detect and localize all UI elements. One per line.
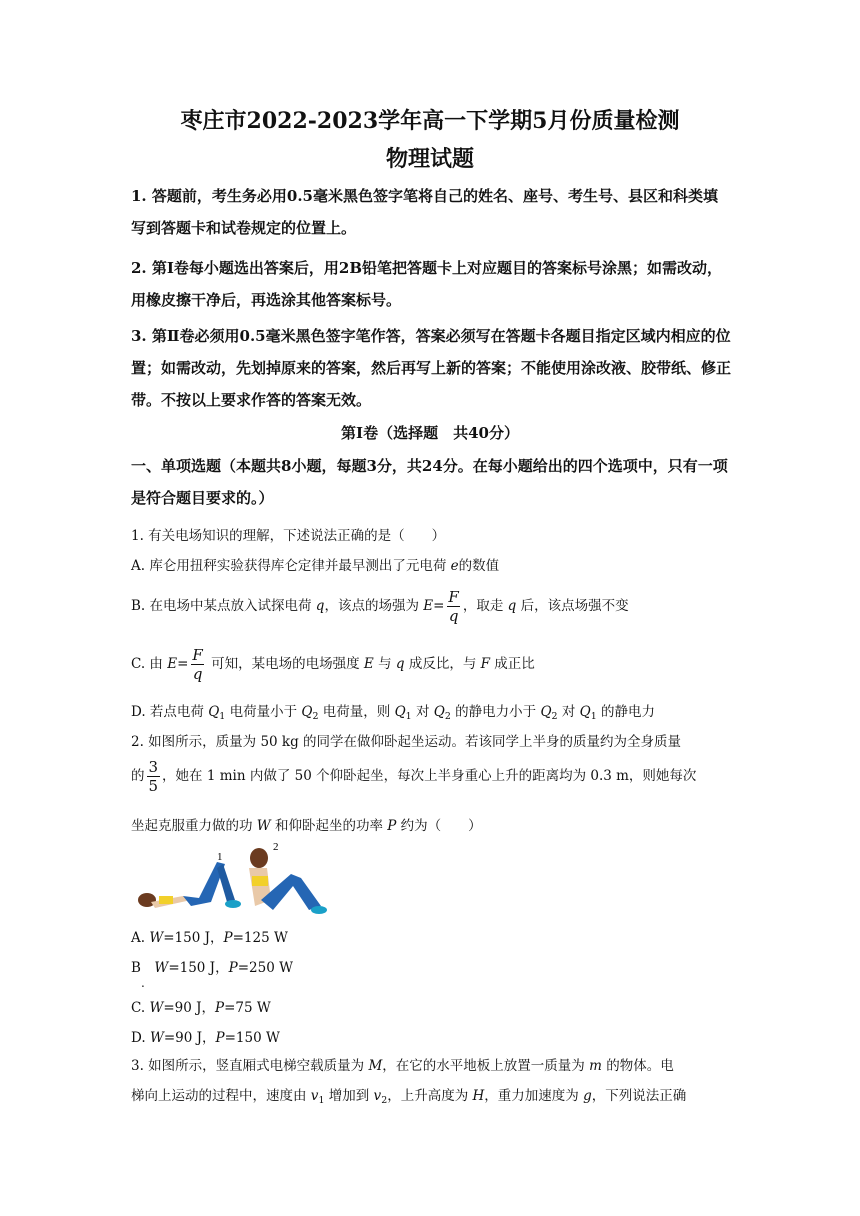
q2-line-2 xyxy=(131,758,696,795)
stray-dot: . xyxy=(141,976,145,990)
text: ，在它的水平地板上放置一质量为 xyxy=(382,1058,590,1074)
var: Q xyxy=(579,704,591,720)
text: ，上升高度为 xyxy=(387,1088,473,1104)
formula-lhs: E= xyxy=(167,656,189,672)
q2-option-d xyxy=(131,1026,280,1046)
q2-line-1: 2. 如图所示，质量为 50 kg 的同学在做仰卧起坐运动。若该同学上半身的质量约为全身质量 xyxy=(131,734,682,750)
text: =150 J， xyxy=(163,930,224,946)
q1-option-c xyxy=(131,646,535,683)
text: A. 库仑用扭秤实验获得库仑定律并最早测出了元电荷 xyxy=(131,558,451,574)
subscript: 1 xyxy=(219,710,226,722)
text: =250 W xyxy=(237,960,293,976)
text: B. 在电场中某点放入试探电荷 xyxy=(131,598,316,614)
text: 成正比 xyxy=(490,656,535,672)
q1-option-b xyxy=(131,588,629,625)
fraction-denominator: q xyxy=(448,607,459,625)
shin-1 xyxy=(217,864,235,902)
subscript: 1 xyxy=(405,710,412,722)
var: e xyxy=(450,558,459,574)
var: q xyxy=(315,598,325,614)
subscript: 2 xyxy=(444,710,451,722)
var: Q xyxy=(394,704,406,720)
var: Q xyxy=(301,704,313,720)
var: Q xyxy=(433,704,445,720)
figure-label-2: 2 xyxy=(273,841,279,853)
shoe-2 xyxy=(311,906,327,914)
var: W xyxy=(256,818,271,834)
q2-option-c xyxy=(131,996,271,1016)
var: E xyxy=(363,656,374,672)
q3-line-2 xyxy=(131,1084,686,1106)
var: q xyxy=(395,656,405,672)
fraction-denominator: 5 xyxy=(148,777,159,795)
text: 的静电力小于 xyxy=(450,704,541,720)
fraction xyxy=(446,588,460,625)
instruction-2: 2. 第Ⅰ卷每小题选出答案后，用2B铅笔把答题卡上对应题目的答案标号涂黑；如需改动，用橡皮擦干净后，再选涂其他答案标号。 xyxy=(131,259,723,309)
text: 梯向上运动的过程中，速度由 xyxy=(131,1088,311,1104)
text: 可知，某电场的电场强度 xyxy=(206,656,364,672)
var: W xyxy=(149,1000,164,1016)
text: =150 W xyxy=(224,1030,280,1046)
formula-lhs: E= xyxy=(423,598,445,614)
text: 的静电力 xyxy=(596,704,656,720)
var: P xyxy=(228,960,238,976)
q2-option-a xyxy=(131,926,288,946)
fraction xyxy=(147,758,161,795)
text: =75 W xyxy=(224,1000,271,1016)
var: v xyxy=(373,1088,382,1104)
text: D. xyxy=(131,1030,150,1046)
part-heading: 一、单项选题（本题共8小题，每题3分，共24分。在每小题给出的四个选项中，只有一项是符合题目要求的。） xyxy=(131,457,728,507)
text: ，她在 1 min 内做了 50 个仰卧起坐，每次上半身重心上升的距离均为 0.3 m，则她每次 xyxy=(162,768,697,784)
instruction-1: 1. 答题前，考生务必用0.5毫米黑色签字笔将自己的姓名、座号、考生号、县区和科类填写到答题卡和试卷规定的位置上。 xyxy=(131,187,718,237)
text: =150 J， xyxy=(168,960,229,976)
var: P xyxy=(387,818,397,834)
subscript: 2 xyxy=(551,710,558,722)
fraction-numerator: F xyxy=(192,646,203,664)
fraction-numerator: F xyxy=(448,588,459,606)
text: 坐起克服重力做的功 xyxy=(131,818,257,834)
fraction-numerator: 3 xyxy=(148,758,159,776)
situp-figure xyxy=(131,838,341,918)
text: 与 xyxy=(373,656,396,672)
text: ，取走 xyxy=(462,598,508,614)
shoe-1 xyxy=(225,900,241,908)
text: 的 xyxy=(131,768,145,784)
q1-option-d xyxy=(131,700,655,722)
var: P xyxy=(215,1030,225,1046)
fraction xyxy=(190,646,204,683)
q2-option-b xyxy=(131,956,293,976)
var: m xyxy=(589,1058,602,1074)
instruction-3: 3. 第Ⅱ卷必须用0.5毫米黑色签字笔作答，答案必须写在答题卡各题目指定区域内相应的位置；如需改动，先划掉原来的答案，然后再写上新的答案；不能使用涂改液、胶带纸、修正带。不按以上要求作答的答案无效。 xyxy=(131,327,732,409)
text: 对 xyxy=(411,704,434,720)
top-2 xyxy=(252,876,268,886)
var: g xyxy=(583,1088,592,1104)
text: 约为（ ） xyxy=(396,818,482,834)
var: P xyxy=(223,930,233,946)
text: 的数值 xyxy=(458,558,500,574)
text: 3. 如图所示，竖直厢式电梯空载质量为 xyxy=(131,1058,369,1074)
var: W xyxy=(149,1030,164,1046)
text: 电荷量小于 xyxy=(225,704,302,720)
var: W xyxy=(149,930,164,946)
subscript: 1 xyxy=(318,1094,325,1106)
subscript: 2 xyxy=(312,710,319,722)
q3-line-1 xyxy=(131,1054,674,1074)
text: =90 J， xyxy=(163,1030,216,1046)
fraction-denominator: q xyxy=(192,665,203,683)
subscript: 1 xyxy=(590,710,597,722)
subscript: 2 xyxy=(381,1094,388,1106)
var: H xyxy=(472,1088,485,1104)
section-title: 第Ⅰ卷（选择题 共40分） xyxy=(341,424,519,442)
text: 的物体。电 xyxy=(601,1058,674,1074)
text: 对 xyxy=(557,704,580,720)
var: Q xyxy=(540,704,552,720)
exam-title: 枣庄市2022-2023学年高一下学期5月份质量检测 xyxy=(180,108,680,134)
text: 增加到 xyxy=(324,1088,374,1104)
text: 后，该点场强不变 xyxy=(516,598,629,614)
text: ，重力加速度为 xyxy=(484,1088,584,1104)
figure-label-1: 1 xyxy=(217,851,223,863)
text: ，该点的场强为 xyxy=(324,598,424,614)
var: W xyxy=(154,960,169,976)
text: D. 若点电荷 xyxy=(131,704,209,720)
var: q xyxy=(507,598,517,614)
text: 和仰卧起坐的功率 xyxy=(270,818,388,834)
var: v xyxy=(310,1088,319,1104)
q1-option-a xyxy=(131,554,499,574)
head-2 xyxy=(250,848,268,868)
var: Q xyxy=(208,704,220,720)
exam-subtitle: 物理试题 xyxy=(385,146,474,172)
text: B xyxy=(131,960,155,976)
q1-stem: 1. 有关电场知识的理解，下述说法正确的是（ ） xyxy=(131,528,446,544)
text: ，下列说法正确 xyxy=(591,1088,687,1104)
text: A. xyxy=(131,930,150,946)
text: C. xyxy=(131,1000,150,1016)
top-1 xyxy=(159,896,173,904)
q2-line-3 xyxy=(131,814,482,834)
var: M xyxy=(368,1058,383,1074)
text: =125 W xyxy=(232,930,288,946)
var: P xyxy=(215,1000,225,1016)
text: 成反比，与 xyxy=(404,656,481,672)
text: 电荷量，则 xyxy=(318,704,395,720)
var: F xyxy=(480,656,490,672)
text: =90 J， xyxy=(163,1000,216,1016)
text: C. 由 xyxy=(131,656,168,672)
